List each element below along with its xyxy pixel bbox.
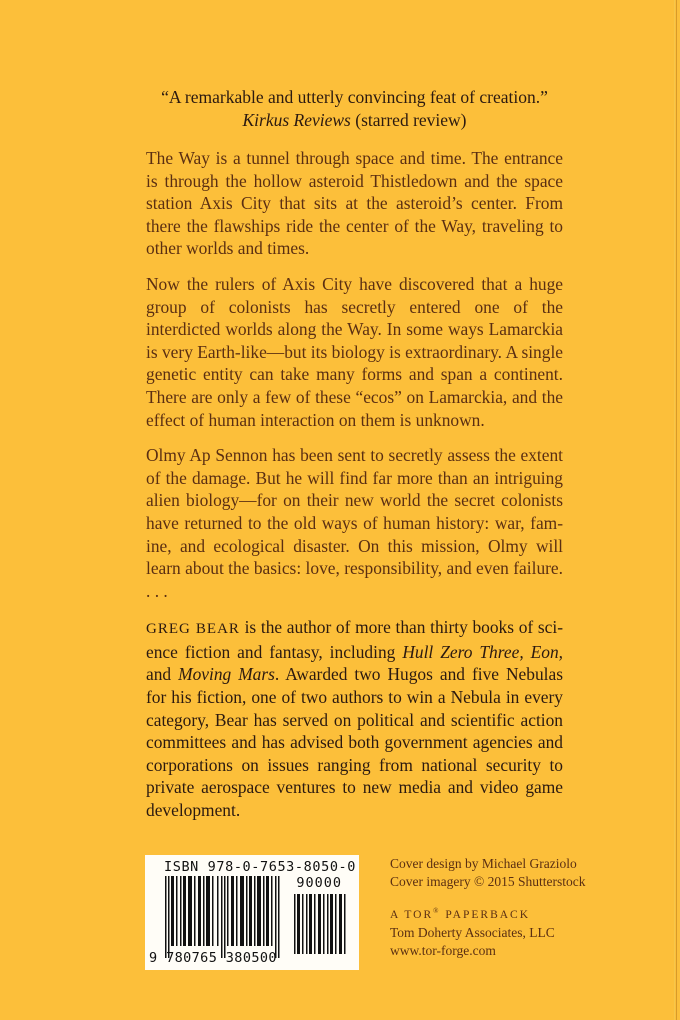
author-bio-text-3: . Awarded two Hugos and five Nebulas for his fiction, one of two authors to win a Nebula in every category, Bear has served on political and scientific action committees and has advised both government agencies and corporations on issues ranging from national security to private aerospace ventures to new media and video game development.	[146, 664, 563, 821]
cover-design-credit: Cover design by Michael Graziolo	[390, 856, 577, 871]
review-source	[146, 109, 563, 132]
author-bio-text-2: and	[146, 664, 179, 685]
ean-lead-digit: 9	[149, 950, 158, 966]
publisher-name: Tom Doherty Associates, LLC	[390, 924, 555, 940]
publisher-website: www.tor-forge.com	[390, 942, 496, 958]
blurb-column	[146, 86, 563, 822]
ean-number	[149, 950, 277, 966]
review-source-note: (starred review)	[350, 110, 467, 130]
isbn-barcode	[145, 855, 359, 970]
cover-edge-line	[676, 0, 677, 1020]
isbn-label: ISBN 978-0-7653-8050-0	[164, 859, 357, 875]
ean-barcode-bars	[165, 876, 281, 958]
author-bio-titles-1: Hull Zero Three, Eon,	[402, 641, 563, 662]
author-name: GREG BEAR	[146, 621, 240, 638]
ean-group-1: 780765	[166, 950, 218, 966]
synopsis-paragraph-3: Olmy Ap Sennon has been sent to secretly assess the extent of the damage. But he will find far more than an intriguing alien biology—for on their new world the secret colonists have returned to the old ways of human history: war, famine, and ecological disaster. On this mission, Olmy will learn about the basics: love, responsibility, and even failure. . . .	[146, 445, 563, 601]
review-quote-text: “A remarkable and utterly convincing feat of creation.”	[161, 87, 548, 107]
synopsis-paragraph-1: The Way is a tunnel through space and time. The entrance is through the hollow asteroid Thistledown and the space station Axis City that sits at the asteroid’s center. From there the flawships ride the center of the Way, traveling to other worlds and times.	[146, 148, 563, 259]
imprint-format: PAPERBACK	[440, 908, 531, 921]
author-bio	[146, 616, 563, 821]
imprint-name: A TOR	[390, 908, 434, 921]
author-bio-text-1: is the author of more than thirty books of science fiction and fantasy, including	[146, 617, 563, 662]
review-source-name: Kirkus Reviews	[242, 110, 351, 130]
author-bio-titles-2: Moving Mars	[178, 664, 275, 685]
review-quote	[146, 86, 563, 132]
imprint-line	[390, 902, 590, 924]
publisher-credits	[390, 855, 590, 960]
price-addon-digits: 90000	[296, 875, 342, 891]
ean-group-2: 380500	[225, 950, 277, 966]
cover-imagery-credit: Cover imagery © 2015 Shutterstock	[390, 874, 586, 889]
registered-mark: ®	[433, 907, 441, 915]
addon-barcode-bars	[294, 894, 348, 954]
cover-edge-highlight	[674, 0, 675, 1020]
synopsis-paragraph-2: Now the rulers of Axis City have discovered that a huge group of colonists has secretly entered one of the interdicted worlds along the Way. In some ways Lamarckia is very Earth-like—but its biology is extraordinary. A single genetic entity can take many forms and span a continent. There are only a few of these “ecos” on Lamarckia, and the effect of human interaction on them is unknown.	[146, 273, 563, 430]
